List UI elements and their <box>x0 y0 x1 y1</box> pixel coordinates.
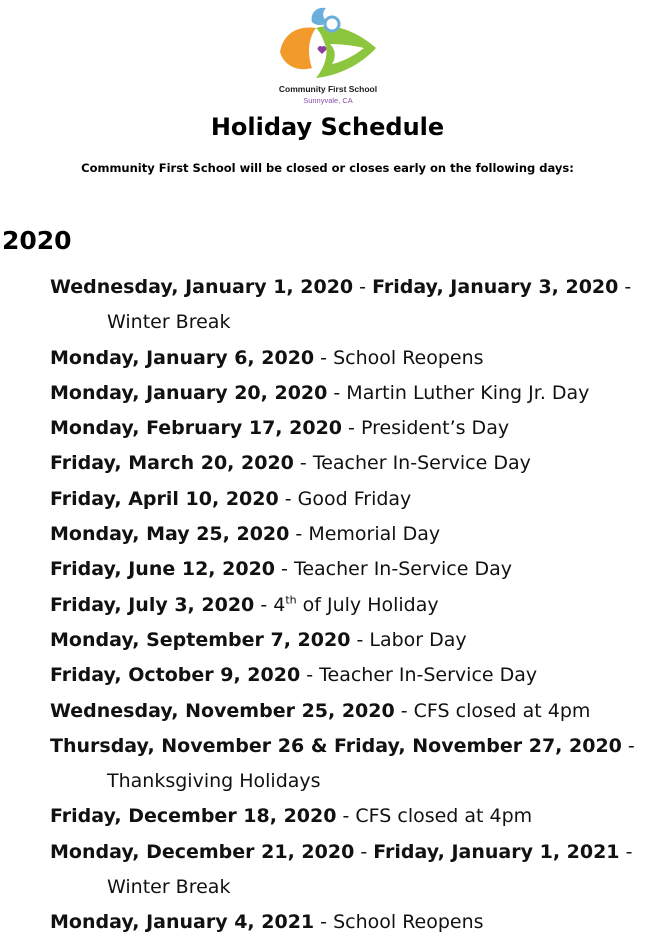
holiday-description: Memorial Day <box>308 523 441 546</box>
holiday-date: Monday, January 20, 2020 <box>50 381 328 404</box>
holiday-item: Monday, May 25, 2020 - Memorial Day <box>50 523 441 546</box>
page-subtitle: Community First School will be closed or closes early on the following days: <box>81 161 574 175</box>
logo-graphic <box>272 2 384 86</box>
holiday-item: Friday, July 3, 2020 - 4th of July Holiday <box>50 593 439 616</box>
holiday-description: President’s Day <box>360 417 510 440</box>
holiday-description: School Reopens <box>333 911 484 934</box>
holiday-date: Friday, March 20, 2020 <box>50 452 294 475</box>
logo-city: Sunnyvale, CA <box>303 96 353 105</box>
holiday-item: Monday, February 17, 2020 - President’s Day <box>50 417 510 440</box>
holiday-description: Teacher In-Service Day <box>312 452 531 475</box>
holiday-date: Monday, February 17, 2020 <box>50 417 343 440</box>
holiday-description: CFS closed at 4pm <box>413 699 591 722</box>
holiday-item: Monday, January 6, 2020 - School Reopens <box>50 346 484 369</box>
holiday-date: Wednesday, January 1, 2020 <box>50 276 354 298</box>
holiday-item: Monday, January 4, 2021 - School Reopens <box>50 911 484 934</box>
holiday-item: Monday, December 21, 2020 - Friday, January 1, 2021 - Winter Break <box>50 835 650 906</box>
holiday-description: School Reopens <box>333 346 484 369</box>
holiday-date: Monday, September 7, 2020 <box>50 628 351 651</box>
holiday-item: Friday, December 18, 2020 - CFS closed at 4pm <box>50 805 533 828</box>
holiday-date: Monday, January 4, 2021 <box>50 911 315 934</box>
holiday-description: Martin Luther King Jr. Day <box>346 381 590 404</box>
holiday-date: Wednesday, November 25, 2020 <box>50 699 395 722</box>
holiday-list <box>50 270 650 941</box>
holiday-date-end: Friday, January 3, 2020 <box>372 276 619 298</box>
holiday-date: Friday, December 18, 2020 <box>50 805 337 828</box>
holiday-description: Winter Break <box>107 311 231 334</box>
heart-icon <box>318 46 327 54</box>
holiday-item: Wednesday, November 25, 2020 - CFS closed at 4pm <box>50 699 591 722</box>
holiday-description: Thanksgiving Holidays <box>107 770 321 793</box>
school-logo <box>272 2 384 106</box>
holiday-item: Monday, September 7, 2020 - Labor Day <box>50 628 467 651</box>
logo-name: Community First School <box>278 84 378 94</box>
holiday-description: Teacher In-Service Day <box>319 664 538 687</box>
year-heading: 2020 <box>2 226 72 255</box>
holiday-item: Monday, January 20, 2020 - Martin Luther King Jr. Day <box>50 381 590 404</box>
holiday-date: Monday, January 6, 2020 <box>50 346 315 369</box>
holiday-item: Friday, March 20, 2020 - Teacher In-Service Day <box>50 452 531 475</box>
holiday-item: Thursday, November 26 & Friday, November 27, 2020 - Thanksgiving Holidays <box>50 729 650 800</box>
holiday-description: Teacher In-Service Day <box>293 558 512 581</box>
holiday-date: Friday, July 3, 2020 <box>50 593 255 616</box>
holiday-description: CFS closed at 4pm <box>355 805 533 828</box>
holiday-item: Wednesday, January 1, 2020 - Friday, January 3, 2020 - Winter Break <box>50 270 650 341</box>
holiday-date: Thursday, November 26 & Friday, November 27, 2020 <box>50 734 622 757</box>
holiday-date: Monday, December 21, 2020 <box>50 840 355 863</box>
holiday-description: Labor Day <box>369 628 467 651</box>
page-title: Holiday Schedule <box>210 113 445 141</box>
holiday-description: of July Holiday <box>296 593 439 616</box>
holiday-item: Friday, October 9, 2020 - Teacher In-Service Day <box>50 664 538 687</box>
holiday-date: Friday, October 9, 2020 <box>50 664 301 687</box>
holiday-description: Good Friday <box>297 487 412 510</box>
holiday-date: Monday, May 25, 2020 <box>50 523 290 546</box>
holiday-item: Friday, April 10, 2020 - Good Friday <box>50 487 412 510</box>
holiday-date-end: Friday, January 1, 2021 <box>373 840 620 863</box>
holiday-date: Friday, April 10, 2020 <box>50 487 279 510</box>
holiday-description: Winter Break <box>107 876 231 899</box>
holiday-item: Friday, June 12, 2020 - Teacher In-Service Day <box>50 558 512 581</box>
holiday-date: Friday, June 12, 2020 <box>50 558 276 581</box>
